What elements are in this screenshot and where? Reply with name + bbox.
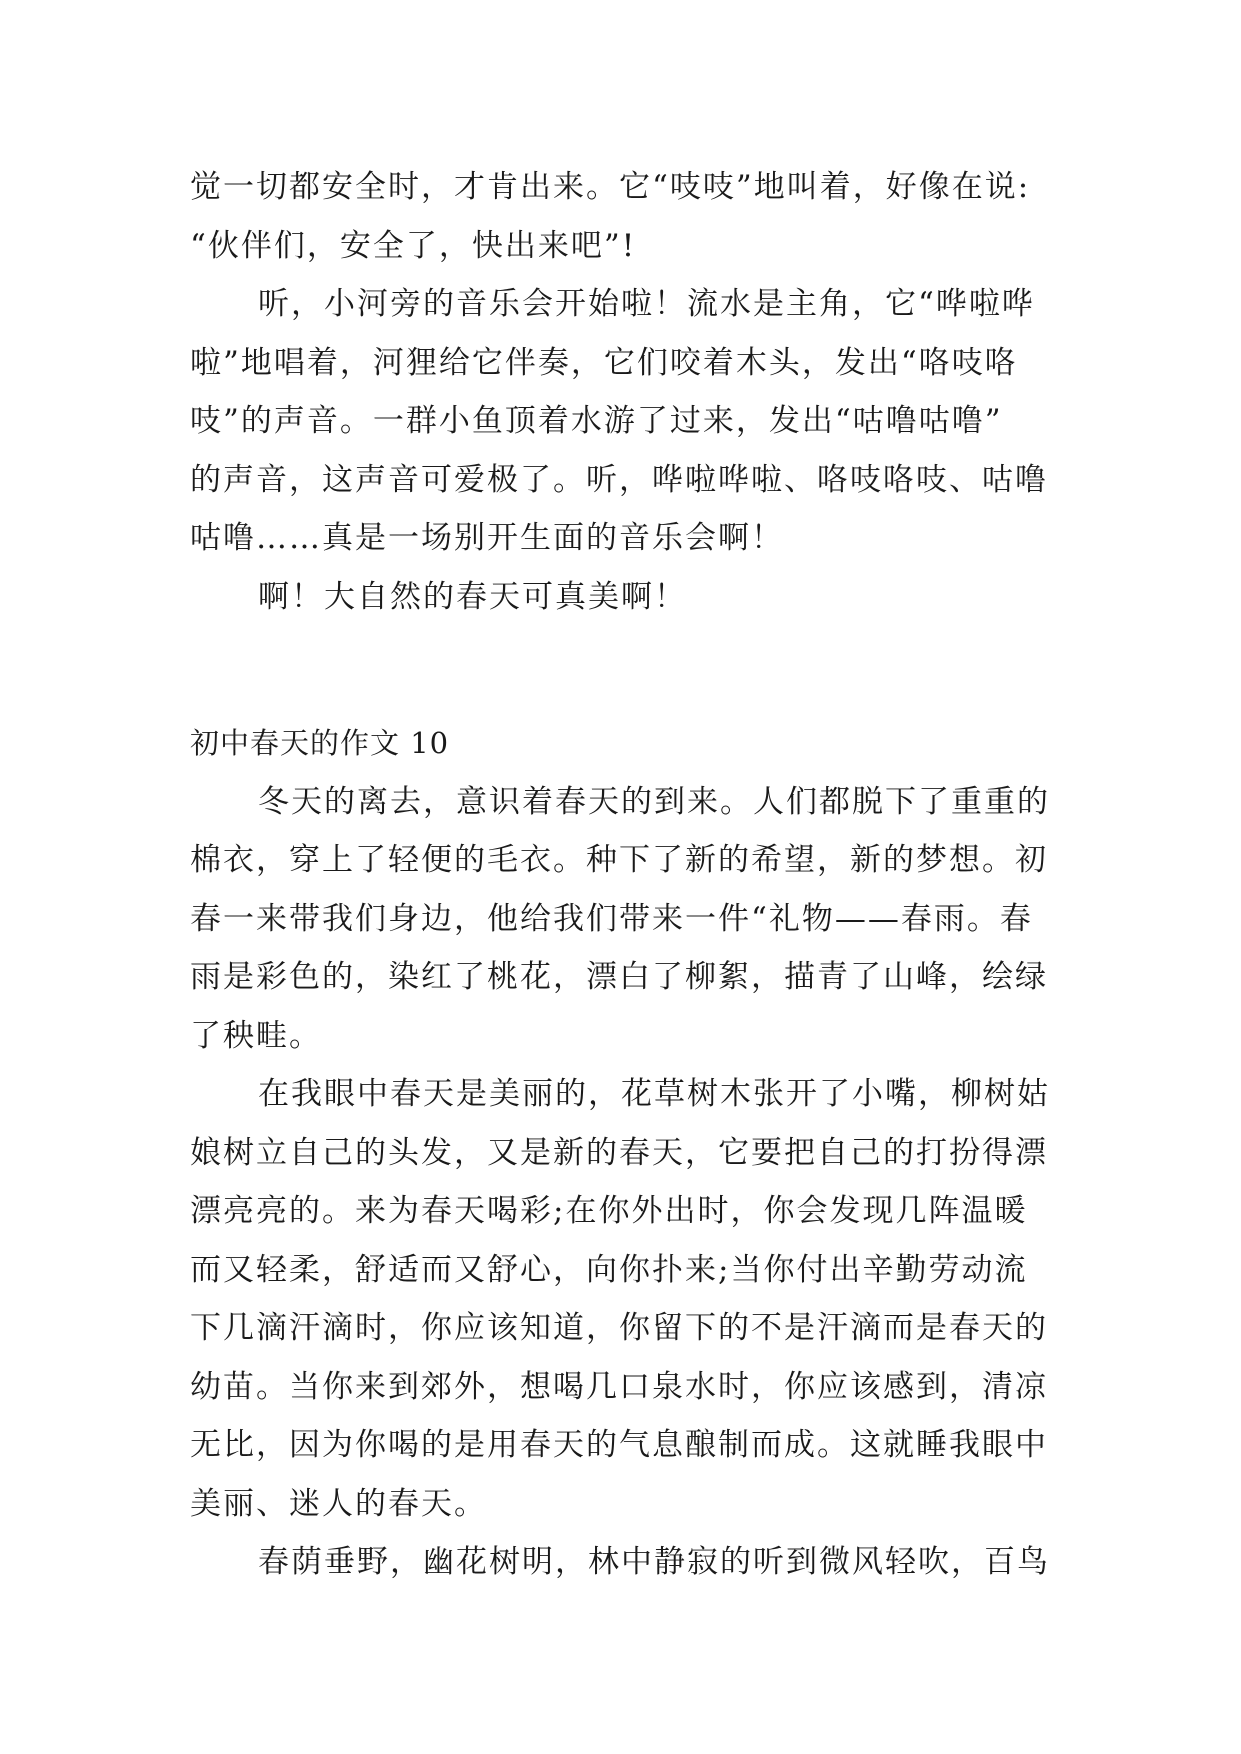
text-line: 春一来带我们身边，他给我们带来一件“礼物——春雨。春 <box>190 900 1033 937</box>
paragraph-start: 听，小河旁的音乐会开始啦！流水是主角，它“哗啦哗 <box>258 286 1035 322</box>
document-page <box>190 158 1060 1592</box>
text-line: 雨是彩色的，染红了桃花，漂白了柳絮，描青了山峰，绘绿 <box>190 959 1048 995</box>
text-line: 娘树立自己的头发，又是新的春天，它要把自己的打扮得漂 <box>190 1134 1048 1171</box>
text-line: 吱”的声音。一群小鱼顶着水游了过来，发出“咕噜咕噜” <box>190 403 1003 439</box>
paragraph-start: 啊！大自然的春天可真美啊！ <box>258 578 687 615</box>
section-gap <box>190 626 1060 714</box>
text-line: “伙伴们，安全了，快出来吧”! <box>190 227 637 264</box>
text-line: 下几滴汗滴时，你应该知道，你留下的不是汗滴而是春天的 <box>190 1310 1048 1346</box>
paragraph-start: 春荫垂野，幽花树明，林中静寂的听到微风轻吹，百鸟 <box>258 1544 1050 1580</box>
paragraph-start: 冬天的离去，意识着春天的到来。人们都脱下了重重的 <box>258 783 1050 820</box>
text-line: 觉一切都安全时，才肯出来。它“吱吱”地叫着，好像在说: <box>190 169 1031 205</box>
text-line: 的声音，这声音可爱极了。听，哗啦哗啦、咯吱咯吱、咕噜 <box>190 461 1048 498</box>
text-line: 无比，因为你喝的是用春天的气息酿制而成。这就睡我眼中 <box>190 1427 1048 1463</box>
paragraph-start: 在我眼中春天是美丽的，花草树木张开了小嘴，柳树姑 <box>258 1076 1050 1112</box>
text-line: 啦”地唱着，河狸给它伴奏，它们咬着木头，发出“咯吱咯 <box>190 344 1018 381</box>
text-line: 棉衣，穿上了轻便的毛衣。种下了新的希望，新的梦想。初 <box>190 842 1048 878</box>
text-line: 而又轻柔，舒适而又舒心，向你扑来;当你付出辛勤劳动流 <box>190 1251 1028 1288</box>
text-line: 漂亮亮的。来为春天喝彩;在你外出时，你会发现几阵温暖 <box>190 1193 1028 1229</box>
text-line: 美丽、迷人的春天。 <box>190 1485 487 1522</box>
section-title: 初中春天的作文 10 <box>190 726 450 760</box>
text-line: 咕噜……真是一场别开生面的音乐会啊！ <box>190 520 784 556</box>
text-line: 了秧畦。 <box>190 1017 322 1054</box>
text-line: 幼苗。当你来到郊外，想喝几口泉水时，你应该感到，清凉 <box>190 1368 1048 1405</box>
